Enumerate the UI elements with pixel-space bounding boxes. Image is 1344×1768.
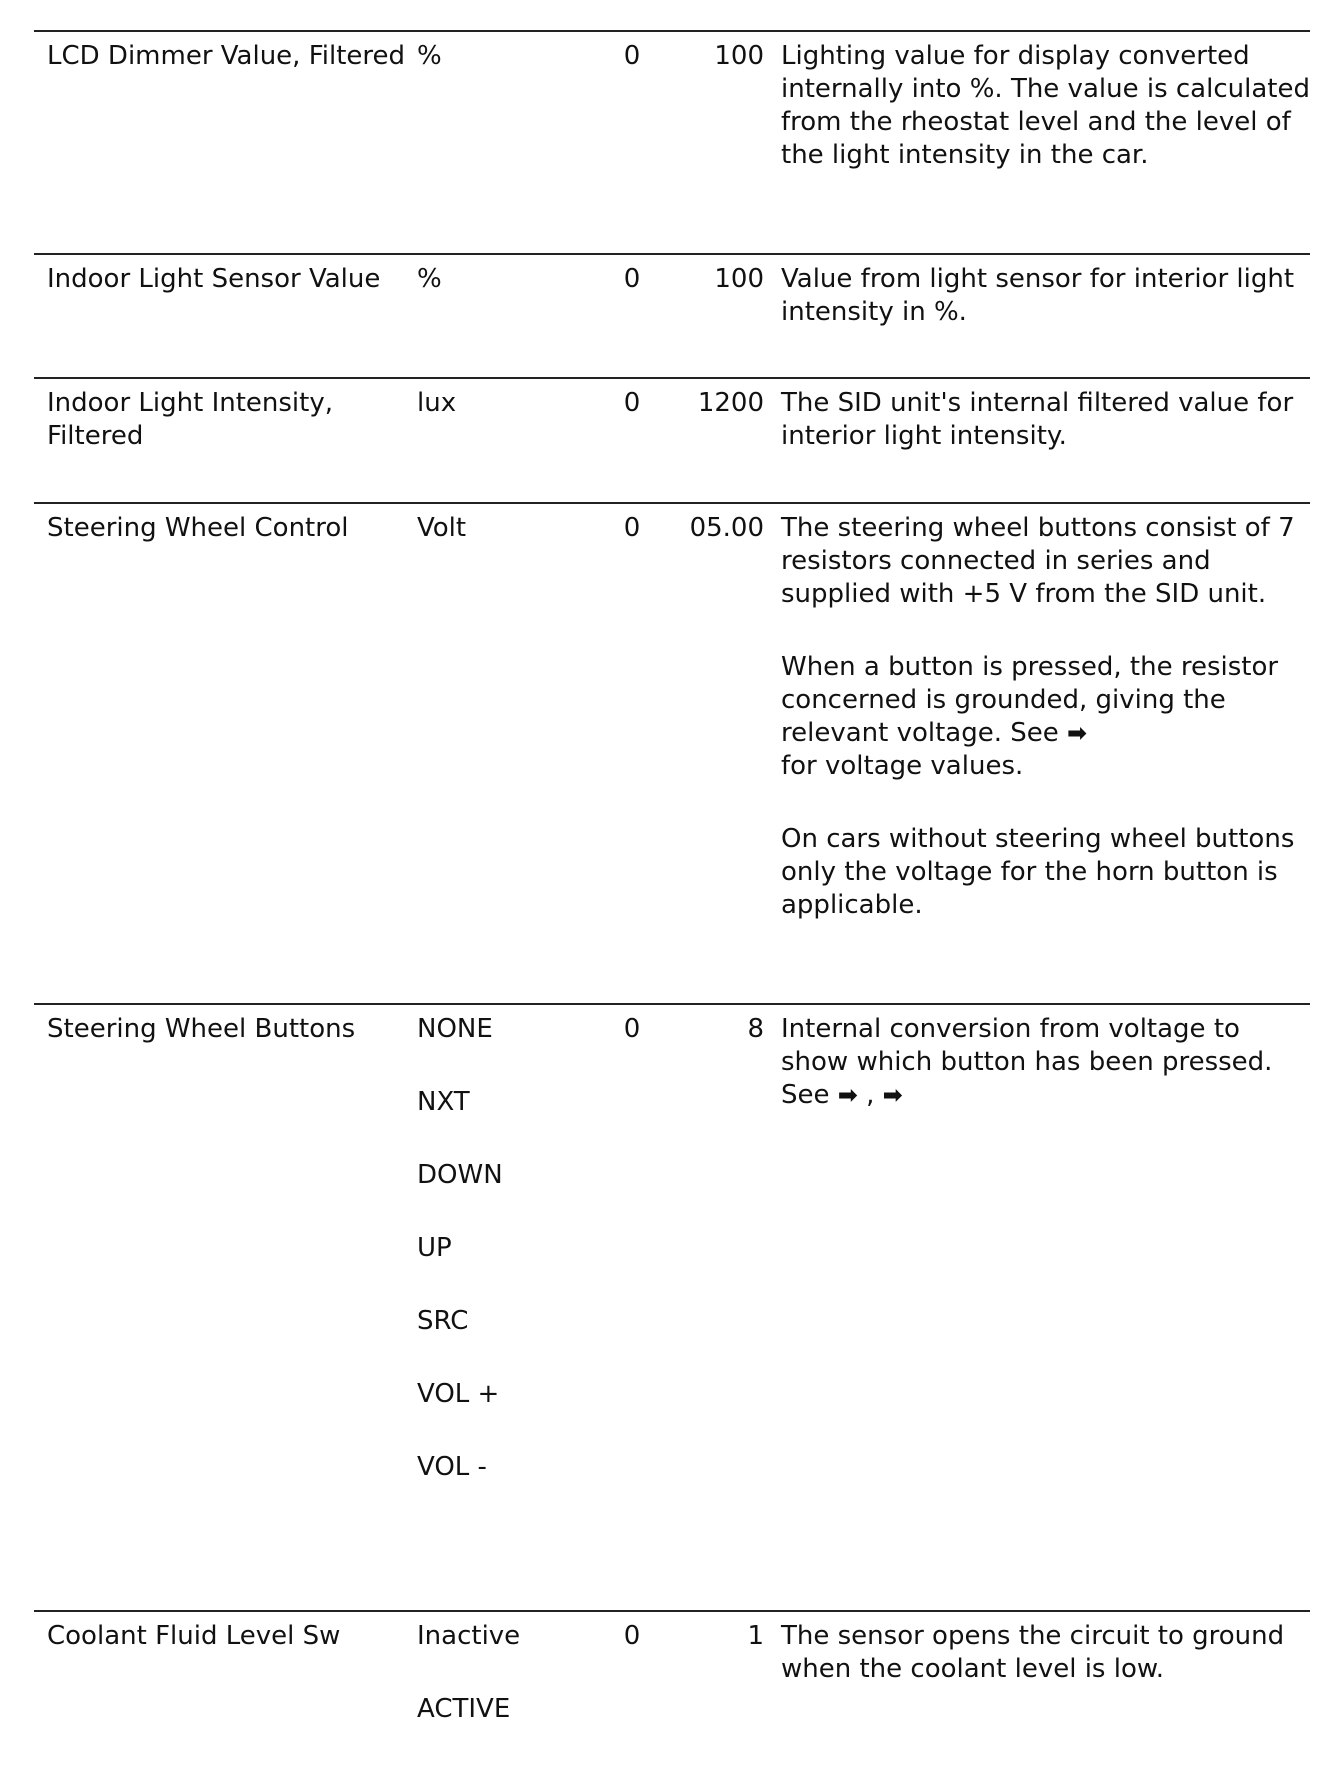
unit-option: VOL +	[417, 1379, 500, 1409]
unit-option: Inactive	[417, 1621, 521, 1651]
description-paragraph: On cars without steering wheel buttons only the voltage for the horn button is applicable.	[781, 824, 1295, 920]
signal-description	[781, 387, 1311, 453]
row-divider	[34, 502, 1310, 504]
signal-unit: %	[417, 41, 442, 71]
row-divider	[34, 1610, 1310, 1612]
right-arrow-icon[interactable]: ➡	[882, 1081, 903, 1109]
unit-option: NONE	[417, 1014, 493, 1044]
signal-description	[781, 263, 1311, 329]
separator-text: ,	[866, 1080, 875, 1110]
signal-description	[781, 40, 1311, 172]
right-arrow-icon[interactable]: ➡	[837, 1081, 858, 1109]
description-text: Internal conversion from voltage to show which button has been pressed. See	[781, 1014, 1273, 1110]
unit-option: SRC	[417, 1306, 469, 1336]
description-paragraph: The steering wheel buttons consist of 7 resistors connected in series and supplied with +5 V from the SID unit.	[781, 513, 1295, 609]
row-divider	[34, 253, 1310, 255]
signal-unit: Volt	[417, 513, 467, 543]
signal-unit: lux	[417, 388, 457, 418]
signal-max: 100	[714, 41, 764, 71]
right-arrow-icon[interactable]: ➡	[1067, 719, 1088, 747]
description-paragraph: Lighting value for display converted internally into %. The value is calculated from the rheostat level and the level of the light intensity in the car.	[781, 41, 1310, 170]
signal-description	[781, 1620, 1311, 1686]
signal-max: 1	[747, 1621, 764, 1651]
description-paragraph: The sensor opens the circuit to ground when the coolant level is low.	[781, 1621, 1285, 1684]
unit-option: VOL -	[417, 1452, 487, 1482]
unit-option: NXT	[417, 1087, 470, 1117]
row-divider	[34, 377, 1310, 379]
signal-description	[781, 512, 1311, 922]
signal-min: 0	[623, 388, 641, 418]
signal-description	[781, 1013, 1311, 1112]
signal-unit-list	[417, 1620, 607, 1766]
description-text: When a button is pressed, the resistor concerned is grounded, giving the relevant voltage. See	[781, 652, 1279, 748]
signal-min: 0	[623, 41, 641, 71]
signal-max: 05.00	[689, 513, 764, 543]
signal-min: 0	[623, 264, 641, 294]
signal-unit: %	[417, 264, 442, 294]
description-paragraph	[781, 1013, 1311, 1112]
signal-name: Coolant Fluid Level Sw	[47, 1621, 341, 1651]
description-paragraph: Value from light sensor for interior light intensity in %.	[781, 264, 1295, 327]
signal-name: Steering Wheel Buttons	[47, 1014, 356, 1044]
signal-min: 0	[623, 1014, 641, 1044]
unit-option: ACTIVE	[417, 1694, 511, 1724]
signal-unit-list	[417, 1013, 607, 1524]
description-text: for voltage values.	[781, 751, 1024, 781]
signal-name: Indoor Light Sensor Value	[47, 264, 381, 294]
signal-max: 100	[714, 264, 764, 294]
row-divider	[34, 1003, 1310, 1005]
signal-name: Indoor Light Intensity, Filtered	[47, 388, 333, 451]
signal-min: 0	[623, 513, 641, 543]
signal-name: LCD Dimmer Value, Filtered	[47, 41, 406, 71]
row-divider	[34, 30, 1310, 32]
description-paragraph	[781, 651, 1311, 783]
unit-option: DOWN	[417, 1160, 503, 1190]
unit-option: UP	[417, 1233, 452, 1263]
signal-name: Steering Wheel Control	[47, 513, 349, 543]
signal-min: 0	[623, 1621, 641, 1651]
signal-max: 8	[747, 1014, 764, 1044]
signal-max: 1200	[697, 388, 764, 418]
description-paragraph: The SID unit's internal filtered value for interior light intensity.	[781, 388, 1294, 451]
